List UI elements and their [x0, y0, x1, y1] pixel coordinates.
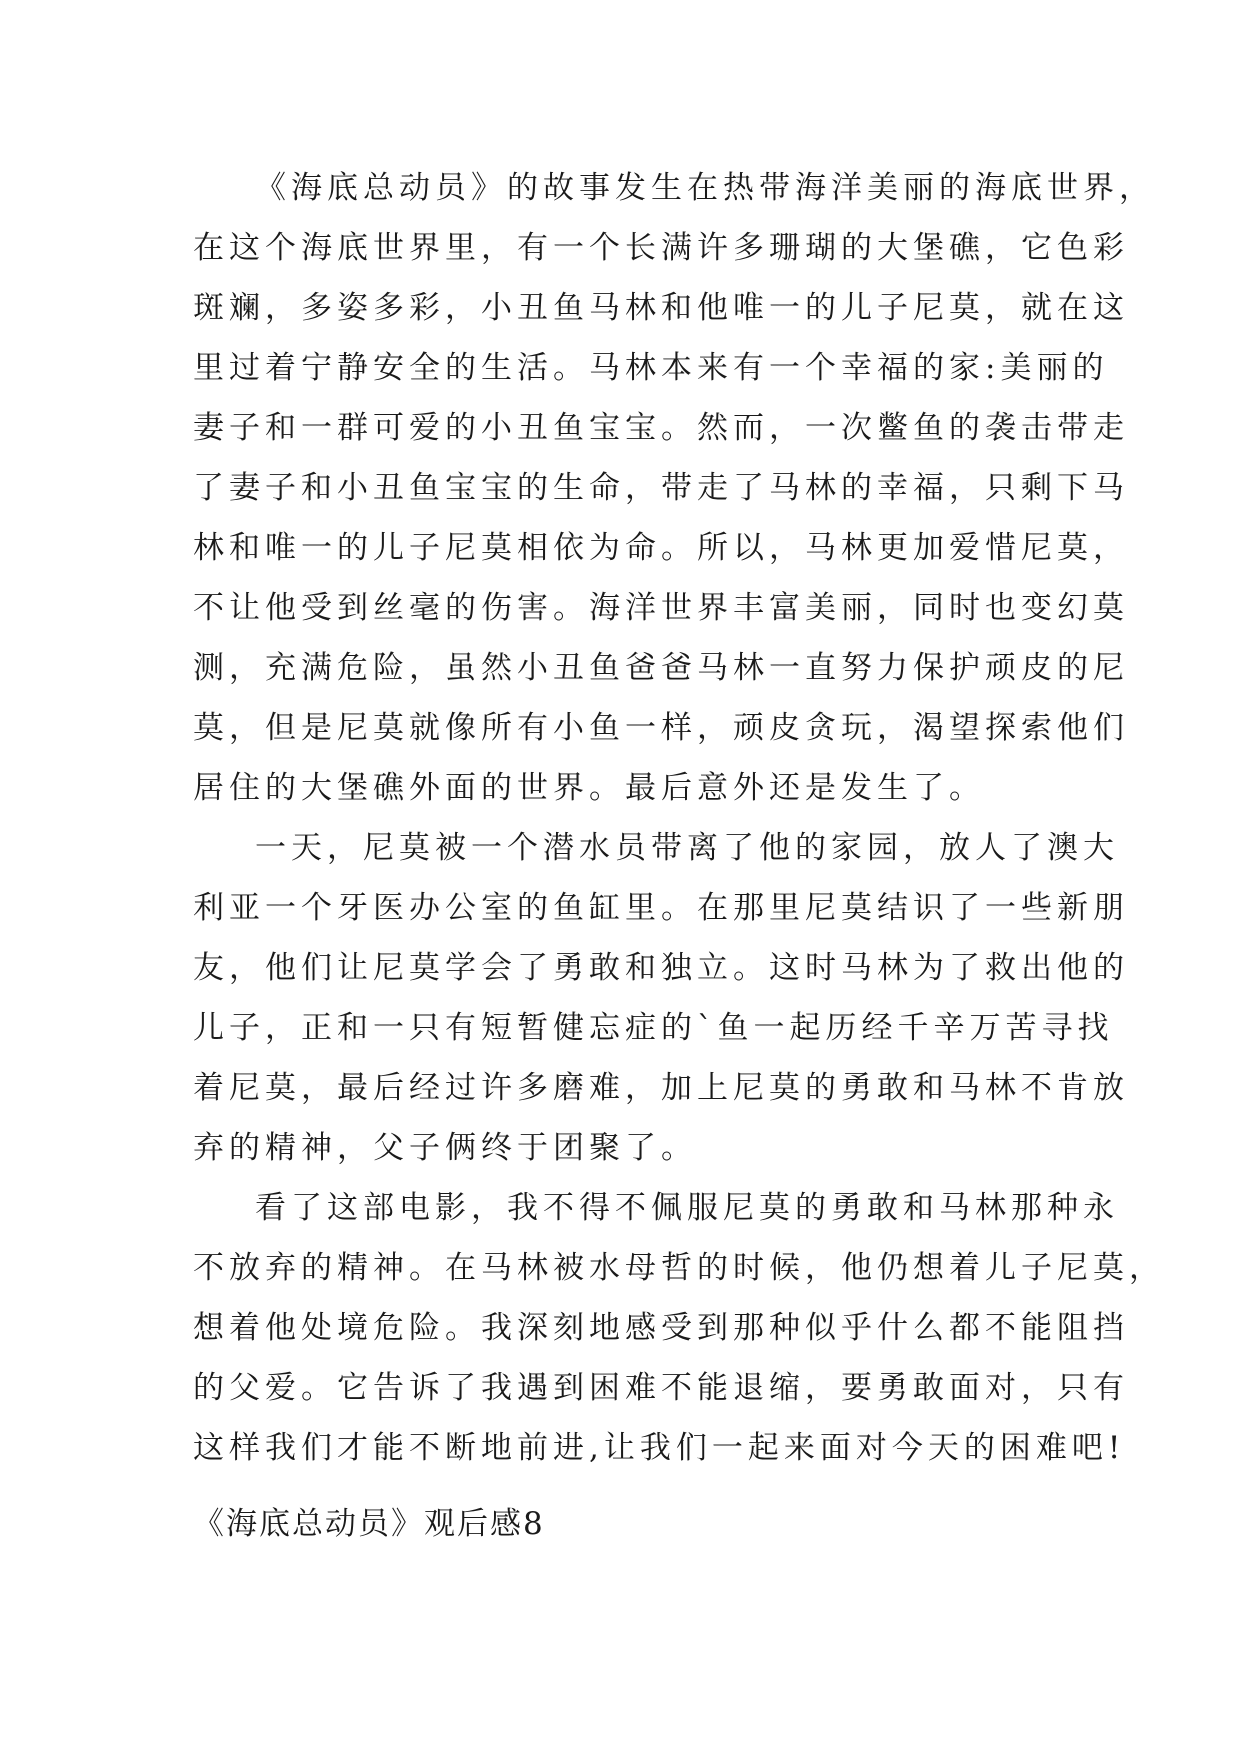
paragraph-line: 想着他处境危险。我深刻地感受到那种似乎什么都不能阻挡 [193, 1310, 1129, 1346]
paragraph-line: 弃的精神，父子俩终于团聚了。 [193, 1130, 697, 1166]
paragraph-line: 友，他们让尼莫学会了勇敢和独立。这时马林为了救出他的 [193, 950, 1129, 986]
paragraph-line: 这样我们才能不断地前进,让我们一起来面对今天的困难吧! [193, 1430, 1126, 1466]
paragraph-line: 林和唯一的儿子尼莫相依为命。所以，马林更加爱惜尼莫， [193, 530, 1129, 566]
paragraph-line: 不让他受到丝毫的伤害。海洋世界丰富美丽，同时也变幻莫 [193, 590, 1129, 626]
paragraph-line: 莫，但是尼莫就像所有小鱼一样，顽皮贪玩，渴望探索他们 [193, 710, 1129, 746]
paragraph-line: 不放弃的精神。在马林被水母哲的时候，他仍想着儿子尼莫， [193, 1250, 1165, 1286]
paragraph-line: 儿子，正和一只有短暂健忘症的`鱼一起历经千辛万苦寻找 [193, 1010, 1114, 1046]
paragraph-line: 测，充满危险，虽然小丑鱼爸爸马林一直努力保护顽皮的尼 [193, 650, 1129, 686]
section-heading: 《海底总动员》观后感8 [193, 1506, 545, 1542]
paragraph-line: 利亚一个牙医办公室的鱼缸里。在那里尼莫结识了一些新朋 [193, 890, 1129, 926]
paragraph-line: 妻子和一群可爱的小丑鱼宝宝。然而，一次鳖鱼的袭击带走 [193, 410, 1129, 446]
paragraph-line: 居住的大堡礁外面的世界。最后意外还是发生了。 [193, 770, 985, 806]
paragraph-line: 的父爱。它告诉了我遇到困难不能退缩，要勇敢面对，只有 [193, 1370, 1129, 1406]
paragraph-line: 在这个海底世界里，有一个长满许多珊瑚的大堡礁，它色彩 [193, 230, 1129, 266]
paragraph-line: 着尼莫，最后经过许多磨难，加上尼莫的勇敢和马林不肯放 [193, 1070, 1129, 1106]
paragraph-line: 《海底总动员》的故事发生在热带海洋美丽的海底世界， [255, 170, 1155, 206]
paragraph-line: 里过着宁静安全的生活。马林本来有一个幸福的家:美丽的 [193, 350, 1109, 386]
paragraph-line: 一天，尼莫被一个潜水员带离了他的家园，放人了澳大 [255, 830, 1119, 866]
paragraph-line: 斑斓，多姿多彩，小丑鱼马林和他唯一的儿子尼莫，就在这 [193, 290, 1129, 326]
paragraph-line: 看了这部电影，我不得不佩服尼莫的勇敢和马林那种永 [255, 1190, 1119, 1226]
paragraph-line: 了妻子和小丑鱼宝宝的生命，带走了马林的幸福，只剩下马 [193, 470, 1129, 506]
